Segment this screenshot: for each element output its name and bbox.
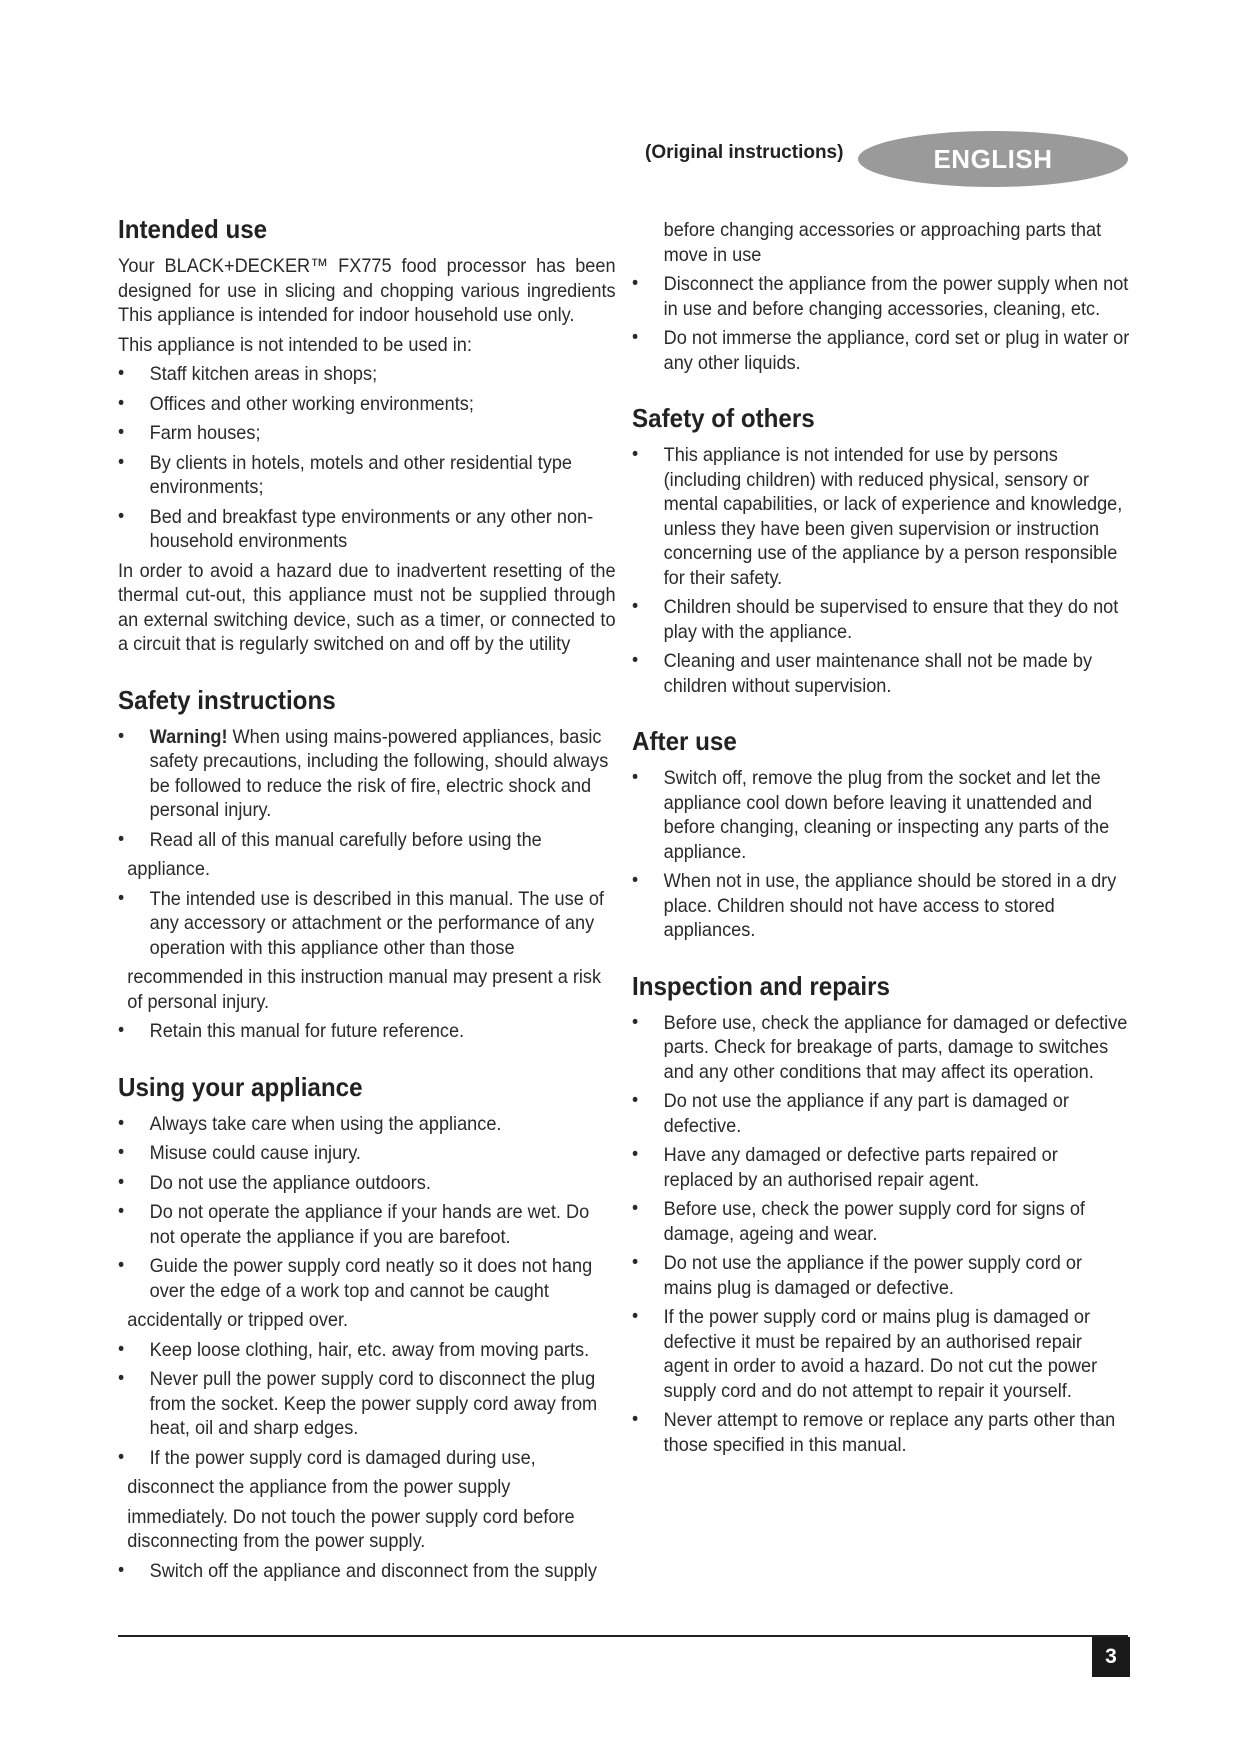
after-use-section — [632, 726, 1130, 943]
safety-of-others-heading: Safety of others — [632, 403, 815, 433]
list-item-continuation: disconnect the appliance from the power supply — [127, 1476, 511, 1498]
safety-instructions-list-3 — [118, 1019, 616, 1044]
after-use-list — [632, 766, 1130, 943]
list-item: • Switch off the appliance and disconnect from the supply — [118, 1559, 616, 1584]
list-item: • Switch off, remove the plug from the socket and let the appliance cool down before leaving it unattended and before changing, cleaning or inspecting any parts of the appliance. — [632, 766, 1130, 864]
list-item-continuation: before changing accessories or approaching parts that move in use — [663, 219, 1102, 266]
safety-of-others-section — [632, 403, 1130, 698]
after-use-heading: After use — [632, 726, 737, 756]
warning-label: Warning! — [149, 725, 228, 748]
safety-instructions-heading: Safety instructions — [118, 684, 336, 715]
list-item: • Cleaning and user maintenance shall not be made by children without supervision. — [632, 649, 1130, 698]
list-item: • Children should be supervised to ensure that they do not play with the appliance. — [632, 595, 1130, 644]
list-item: • Do not use the appliance if the power supply cord or mains plug is damaged or defective. — [632, 1251, 1130, 1300]
list-item: • Have any damaged or defective parts repaired or replaced by an authorised repair agent. — [632, 1143, 1130, 1192]
language-badge: ENGLISH — [858, 131, 1128, 187]
inspection-repairs-list — [632, 1011, 1130, 1458]
list-item: • By clients in hotels, motels and other residential type environments; — [118, 451, 616, 500]
list-item: • Do not operate the appliance if your hands are wet. Do not operate the appliance if you are barefoot. — [118, 1200, 616, 1249]
right-column — [632, 218, 1130, 1485]
list-item: • Staff kitchen areas in shops; — [118, 362, 616, 387]
warning-text: When using mains-powered appliances, basic safety precautions, including the following, should always be followed to reduce the risk of fire, electric shock and personal injury. — [149, 725, 609, 821]
list-item: • Read all of this manual carefully before using the — [118, 828, 616, 853]
list-item: • Retain this manual for future reference. — [118, 1019, 616, 1044]
list-item: • Always take care when using the appliance. — [118, 1112, 616, 1137]
list-item: • This appliance is not intended for use by persons (including children) with reduced physical, sensory or mental capabilities, or lack of experience and knowledge, unless they have been given supervision or instruction concerning use of the appliance by a person responsible for their safety. — [632, 443, 1130, 590]
safety-instructions-section — [118, 685, 616, 1044]
not-intended-text: This appliance is not intended to be used in: — [118, 333, 472, 356]
list-item-continuation: recommended in this instruction manual may present a risk of personal injury. — [127, 966, 602, 1013]
using-appliance-list-2 — [118, 1338, 616, 1471]
list-item: • Disconnect the appliance from the power supply when not in use and before changing accessories, cleaning, etc. — [632, 272, 1130, 321]
list-item: • Keep loose clothing, hair, etc. away from moving parts. — [118, 1338, 616, 1363]
using-appliance-continued — [632, 218, 1130, 375]
list-item-continuation: immediately. Do not touch the power supply cord before disconnecting from the power supply. — [127, 1505, 575, 1552]
list-item: • Misuse could cause injury. — [118, 1141, 616, 1166]
inspection-repairs-heading: Inspection and repairs — [632, 970, 890, 1001]
intended-use-intro: Your BLACK+DECKER™ FX775 food processor has been designed for use in slicing and chopping various ingredients This appliance is intended for indoor household use only. — [118, 255, 616, 326]
safety-instructions-list-2 — [118, 887, 616, 961]
list-item — [118, 725, 616, 823]
using-appliance-list-3 — [118, 1559, 616, 1584]
list-item: • Never attempt to remove or replace any parts other than those specified in this manual. — [632, 1408, 1130, 1457]
list-item: • Bed and breakfast type environments or any other non-household environments — [118, 505, 616, 554]
inspection-repairs-section — [632, 971, 1130, 1458]
list-item: • Offices and other working environments; — [118, 392, 616, 417]
list-item: • Guide the power supply cord neatly so it does not hang over the edge of a work top and cannot be caught — [118, 1254, 616, 1303]
list-item: • When not in use, the appliance should be stored in a dry place. Children should not have access to stored appliances. — [632, 869, 1130, 943]
page-number: 3 — [1092, 1637, 1130, 1677]
using-appliance-list — [118, 1112, 616, 1304]
list-item: • The intended use is described in this manual. The use of any accessory or attachment or the performance of any operation with this appliance other than those — [118, 887, 616, 961]
list-item: • Do not use the appliance if any part is damaged or defective. — [632, 1089, 1130, 1138]
list-item-continuation: appliance. — [127, 858, 210, 880]
thermal-cutout-text: In order to avoid a hazard due to inadvertent resetting of the thermal cut-out, this appliance must not be supplied through an external switching device, such as a timer, or connected to a circuit that is regularly switched on and off by the utility — [118, 559, 616, 655]
list-item: • Do not immerse the appliance, cord set or plug in water or any other liquids. — [632, 326, 1130, 375]
list-item: • If the power supply cord is damaged during use, — [118, 1446, 616, 1471]
list-item: • If the power supply cord or mains plug is damaged or defective it must be repaired by an authorised repair agent in order to avoid a hazard. Do not cut the power supply cord and do not attempt to repair it yourself. — [632, 1305, 1130, 1403]
safety-of-others-list — [632, 443, 1130, 698]
list-item: • Before use, check the power supply cord for signs of damage, ageing and wear. — [632, 1197, 1130, 1246]
list-item: • Do not use the appliance outdoors. — [118, 1171, 616, 1196]
list-item-continuation: accidentally or tripped over. — [127, 1309, 349, 1331]
footer-divider — [118, 1635, 1128, 1637]
list-item: • Farm houses; — [118, 421, 616, 446]
list-item: • Before use, check the appliance for damaged or defective parts. Check for breakage of parts, damage to switches and any other conditions that may affect its operation. — [632, 1011, 1130, 1085]
list-item: • Never pull the power supply cord to disconnect the plug from the socket. Keep the power supply cord away from heat, oil and sharp edges. — [118, 1367, 616, 1441]
intended-use-section — [118, 214, 616, 657]
using-appliance-section — [118, 1072, 616, 1584]
intended-use-heading: Intended use — [118, 214, 268, 244]
using-appliance-list-4 — [632, 272, 1130, 375]
original-instructions-note: (Original instructions) — [645, 142, 844, 163]
using-appliance-heading: Using your appliance — [118, 1071, 363, 1102]
not-intended-list — [118, 362, 616, 554]
left-column — [118, 214, 616, 1588]
safety-instructions-list — [118, 725, 616, 853]
